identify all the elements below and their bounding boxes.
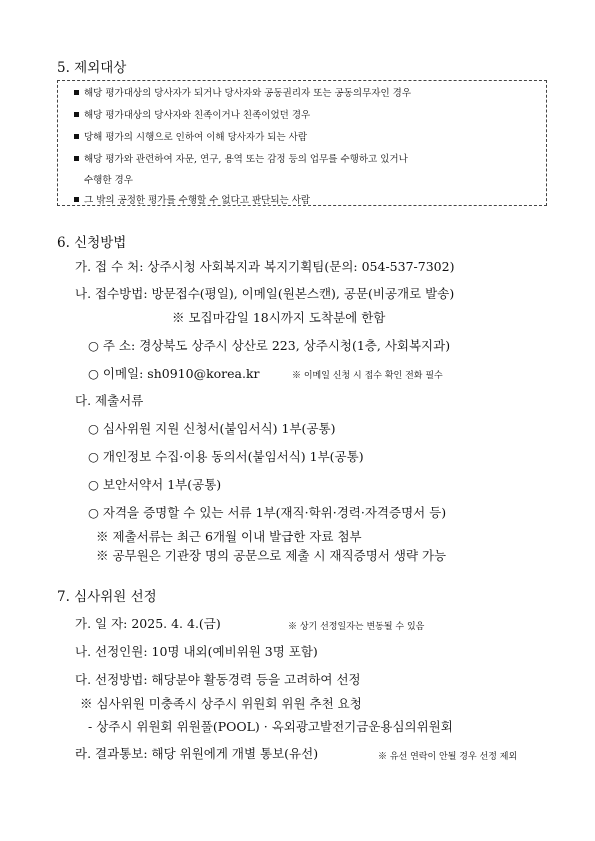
exclusion-item: 해당 평가대상의 당사자가 되거나 당사자와 공동권리자 또는 공동의무자인 경우 (74, 85, 411, 99)
exclusion-box (57, 80, 547, 206)
result-notice-note: ※ 유선 연락이 안될 경우 선정 제외 (378, 752, 518, 762)
selection-method-note: ※ 심사위원 미충족시 상주시 위원회 위원 추천 요청 (80, 696, 362, 711)
document-item: ○ 심사위원 지원 신청서(붙임서식) 1부(공통) (88, 421, 336, 436)
selection-date: 가. 일 자: 2025. 4. 4.(금) (75, 616, 221, 631)
selection-method: 다. 선정방법: 해당분야 활동경력 등을 고려하여 선정 (75, 672, 361, 687)
exclusion-item-continuation: 수행한 경우 (84, 175, 133, 186)
exclusion-item: 그 밖의 공정한 평가를 수행할 수 없다고 판단되는 사람 (74, 192, 310, 206)
bullet-icon (74, 112, 79, 117)
document-item: ○ 개인정보 수집·이용 동의서(붙임서식) 1부(공통) (88, 449, 364, 464)
email-note: ※ 이메일 신청 시 접수 확인 전화 필수 (292, 371, 443, 381)
email: ○ 이메일: sh0910@korea.kr (88, 366, 260, 381)
document-item: ○ 보안서약서 1부(공통) (88, 477, 222, 492)
result-notice: 라. 결과통보: 해당 위원에게 개별 통보(유선) (75, 746, 319, 761)
exclusion-item: 해당 평가대상의 당사자와 친족이거나 친족이었던 경우 (74, 107, 310, 121)
document-item: ○ 자격을 증명할 수 있는 서류 1부(재직·학위·경력·자격증명서 등) (88, 505, 447, 520)
application-method: 나. 접수방법: 방문접수(평일), 이메일(원본스캔), 공문(비공개로 발송) (75, 286, 455, 301)
selection-date-note: ※ 상기 선정일자는 변동될 수 있음 (288, 622, 425, 632)
bullet-icon (74, 90, 79, 95)
selection-count: 나. 선정인원: 10명 내외(예비위원 3명 포함) (75, 644, 318, 659)
address: ○ 주 소: 경상북도 상주시 상산로 223, 상주시청(1층, 사회복지과) (88, 338, 451, 353)
section-6-title: 6. 신청방법 (57, 235, 127, 251)
document-note: ※ 공무원은 기관장 명의 공문으로 제출 시 재직증명서 생략 가능 (96, 548, 447, 563)
selection-method-sub: - 상주시 위원회 위원풀(POOL) · 옥외광고발전기금운용심의위원회 (88, 719, 453, 734)
bullet-icon (74, 134, 79, 139)
exclusion-item: 당해 평가의 시행으로 인하여 이해 당사자가 되는 사람 (74, 129, 307, 143)
exclusion-item: 해당 평가와 관련하여 자문, 연구, 용역 또는 감정 등의 업무를 수행하고 있거나 (74, 151, 408, 165)
documents-title: 다. 제출서류 (75, 393, 144, 408)
bullet-icon (74, 156, 79, 161)
application-office: 가. 접 수 처: 상주시청 사회복지과 복지기획팀(문의: 054-537-7302) (75, 259, 455, 274)
bullet-icon (74, 197, 79, 202)
section-7-title: 7. 심사위원 선정 (57, 589, 157, 605)
section-5-title: 5. 제외대상 (57, 60, 127, 76)
deadline-note: ※ 모집마감일 18시까지 도착분에 한함 (172, 310, 386, 325)
document-note: ※ 제출서류는 최근 6개월 이내 발급한 자료 첨부 (96, 529, 362, 544)
